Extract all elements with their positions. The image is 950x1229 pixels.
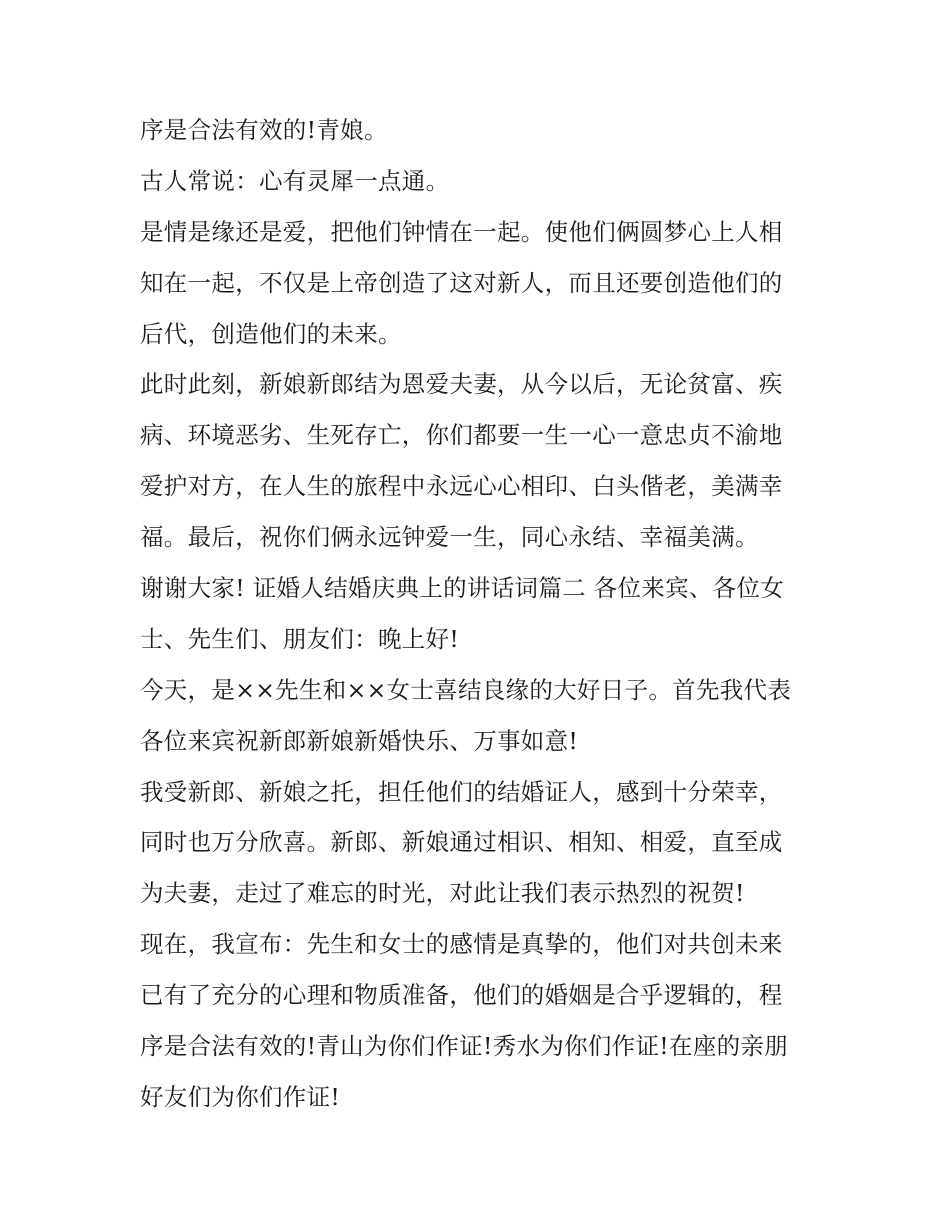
text-line: 为夫妻，走过了难忘的时光，对此让我们表示热烈的祝贺!	[140, 879, 745, 908]
text-line: 好友们为你们作证!	[140, 1082, 341, 1111]
text-line: 是情是缘还是爱，把他们钟情在一起。使他们俩圆梦心上人相	[140, 217, 783, 246]
text-line: 序是合法有效的!青山为你们作证!秀水为你们作证!在座的亲朋	[140, 1032, 789, 1061]
text-line: 同时也万分欣喜。新郎、新娘通过相识、相知、相爱，直至成	[140, 828, 783, 857]
text-line: 我受新郎、新娘之托，担任他们的结婚证人，感到十分荣幸，	[140, 777, 783, 806]
text-line: 此时此刻，新娘新郎结为恩爱夫妻，从今以后，无论贫富、疾	[140, 370, 783, 399]
text-line: 序是合法有效的!青娘。	[140, 116, 388, 144]
text-line: 士、先生们、朋友们：晚上好!	[140, 624, 460, 653]
text-line: 福。最后，祝你们俩永远钟爱一生，同心永结、幸福美满。	[140, 523, 759, 552]
text-line: 今天，是××先生和××女士喜结良缘的大好日子。首先我代表	[140, 675, 792, 704]
text-line: 病、环境恶劣、生死存亡，你们都要一生一心一意忠贞不渝地	[140, 421, 783, 450]
text-line: 已有了充分的心理和物质准备，他们的婚姻是合乎逻辑的，程	[140, 981, 783, 1010]
text-line: 谢谢大家! 证婚人结婚庆典上的讲话词篇二 各位来宾、各位女	[140, 574, 785, 603]
text-line: 古人常说：心有灵犀一点通。	[140, 166, 450, 195]
document-body	[140, 109, 820, 1127]
text-line: 爱护对方，在人生的旅程中永远心心相印、白头偕老，美满幸	[140, 472, 783, 501]
text-line: 各位来宾祝新郎新娘新婚快乐、万事如意!	[140, 726, 579, 755]
text-line: 现在，我宣布：先生和女士的感情是真挚的，他们对共创未来	[140, 930, 783, 959]
text-line: 后代，创造他们的未来。	[140, 319, 402, 348]
text-line: 知在一起，不仅是上帝创造了这对新人，而且还要创造他们的	[140, 268, 783, 297]
